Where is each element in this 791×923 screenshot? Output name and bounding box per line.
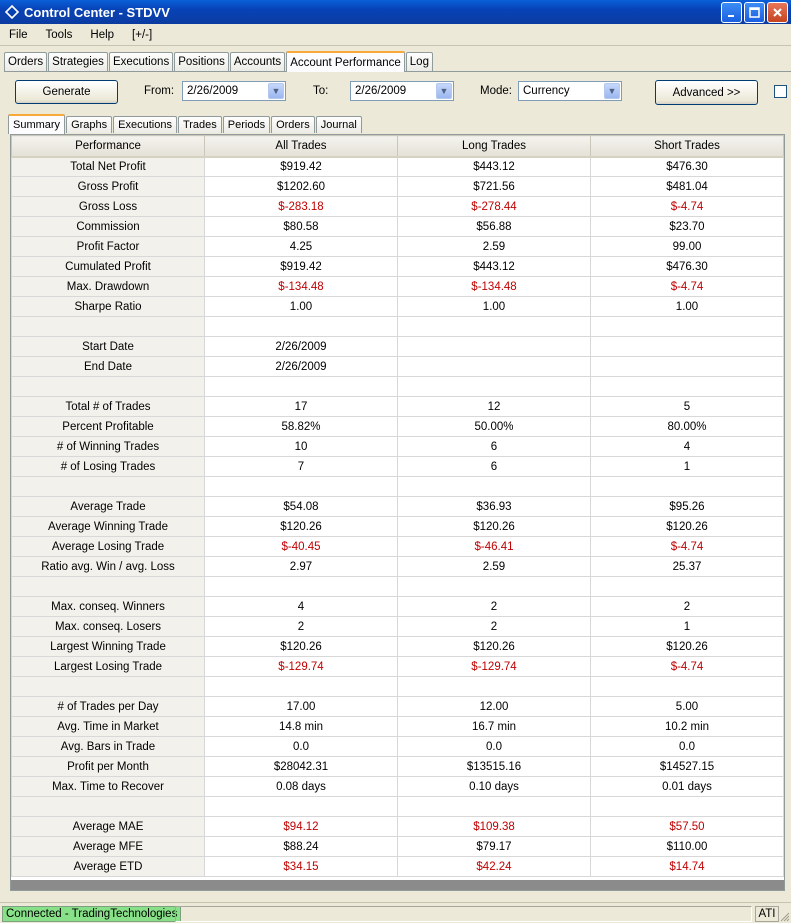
table-cell: $80.58 <box>205 217 398 237</box>
table-cell: $919.42 <box>205 157 398 177</box>
table-cell: $36.93 <box>398 497 591 517</box>
table-cell: $28042.31 <box>205 757 398 777</box>
tab-positions[interactable]: Positions <box>174 52 229 71</box>
table-cell: $56.88 <box>398 217 591 237</box>
table-row[interactable] <box>12 617 784 637</box>
resize-grip-icon[interactable] <box>780 912 790 922</box>
table-row[interactable] <box>12 197 784 217</box>
row-label: Average Losing Trade <box>12 537 205 557</box>
table-row[interactable] <box>12 257 784 277</box>
table-cell <box>398 377 591 397</box>
menu-help[interactable]: Help <box>90 28 115 41</box>
row-label: # of Losing Trades <box>12 457 205 477</box>
table-cell: 2/26/2009 <box>205 357 398 377</box>
generate-button[interactable]: Generate <box>15 80 118 104</box>
table-cell: $110.00 <box>591 837 784 857</box>
row-label: End Date <box>12 357 205 377</box>
tab-log[interactable]: Log <box>406 52 433 71</box>
table-cell: 58.82% <box>205 417 398 437</box>
table-cell: 1 <box>591 457 784 477</box>
table-cell <box>205 577 398 597</box>
table-cell: $-4.74 <box>591 197 784 217</box>
table-cell: 6 <box>398 437 591 457</box>
table-row[interactable] <box>12 637 784 657</box>
table-cell: 5 <box>591 397 784 417</box>
table-cell: 5.00 <box>591 697 784 717</box>
table-cell: $-129.74 <box>205 657 398 677</box>
table-cell <box>591 477 784 497</box>
row-label: Max. Drawdown <box>12 277 205 297</box>
table-cell: 10.2 min <box>591 717 784 737</box>
row-label: Profit per Month <box>12 757 205 777</box>
table-cell: $13515.16 <box>398 757 591 777</box>
table-cell: $-134.48 <box>205 277 398 297</box>
table-row[interactable] <box>12 357 784 377</box>
table-row[interactable] <box>12 697 784 717</box>
subtab-graphs[interactable]: Graphs <box>66 116 112 133</box>
table-cell: 1 <box>591 617 784 637</box>
mode-value: Currency <box>523 85 570 97</box>
table-cell: 4 <box>205 597 398 617</box>
table-cell <box>205 377 398 397</box>
table-cell <box>398 677 591 697</box>
top-tab-strip <box>4 50 434 71</box>
table-row[interactable] <box>12 177 784 197</box>
table-row[interactable] <box>12 857 784 877</box>
table-cell: 2 <box>398 597 591 617</box>
subtab-trades[interactable]: Trades <box>178 116 222 133</box>
table-cell: 10 <box>205 437 398 457</box>
app-icon <box>4 4 20 20</box>
table-cell: $481.04 <box>591 177 784 197</box>
connection-status: Connected - TradingTechnologies <box>2 906 181 922</box>
table-cell: 12 <box>398 397 591 417</box>
table-cell: 16.7 min <box>398 717 591 737</box>
row-label: # of Winning Trades <box>12 437 205 457</box>
table-row[interactable] <box>12 157 784 177</box>
advanced-button[interactable]: Advanced >> <box>655 80 758 105</box>
table-cell: 0.10 days <box>398 777 591 797</box>
table-row[interactable] <box>12 817 784 837</box>
row-label: Average MAE <box>12 817 205 837</box>
table-cell: $42.24 <box>398 857 591 877</box>
from-date-picker[interactable] <box>182 81 286 101</box>
table-cell <box>398 337 591 357</box>
row-label: Max. conseq. Losers <box>12 617 205 637</box>
row-label: Total Net Profit <box>12 157 205 177</box>
row-label: Percent Profitable <box>12 417 205 437</box>
table-cell: $1202.60 <box>205 177 398 197</box>
table-cell: 4 <box>591 437 784 457</box>
row-label: Largest Winning Trade <box>12 637 205 657</box>
table-cell: 2.97 <box>205 557 398 577</box>
column-header-all-trades[interactable]: All Trades <box>205 136 398 157</box>
table-row[interactable] <box>12 577 784 597</box>
status-message-pane <box>175 906 752 922</box>
table-cell <box>591 317 784 337</box>
maximize-button[interactable] <box>744 2 765 23</box>
table-cell: $120.26 <box>205 517 398 537</box>
table-cell: $-46.41 <box>398 537 591 557</box>
table-cell <box>591 577 784 597</box>
chevron-down-icon[interactable]: ▼ <box>604 83 620 99</box>
table-cell: $79.17 <box>398 837 591 857</box>
to-date-value: 2/26/2009 <box>355 85 407 97</box>
table-cell <box>205 477 398 497</box>
table-row[interactable] <box>12 657 784 677</box>
table-row[interactable] <box>12 517 784 537</box>
row-label <box>12 677 205 697</box>
table-row[interactable] <box>12 457 784 477</box>
row-label: Average MFE <box>12 837 205 857</box>
table-cell <box>398 357 591 377</box>
table-row[interactable] <box>12 397 784 417</box>
table-cell: 2/26/2009 <box>205 337 398 357</box>
row-label: Gross Loss <box>12 197 205 217</box>
table-cell: 80.00% <box>591 417 784 437</box>
column-header-short-trades[interactable]: Short Trades <box>591 136 784 157</box>
row-label <box>12 477 205 497</box>
tab-strategies[interactable]: Strategies <box>48 52 108 71</box>
table-cell: 0.01 days <box>591 777 784 797</box>
to-label: To: <box>313 85 329 97</box>
table-cell: 1.00 <box>591 297 784 317</box>
table-cell <box>205 317 398 337</box>
row-label: Ratio avg. Win / avg. Loss <box>12 557 205 577</box>
table-row[interactable] <box>12 757 784 777</box>
table-row[interactable] <box>12 417 784 437</box>
table-cell <box>398 577 591 597</box>
table-row[interactable] <box>12 717 784 737</box>
table-cell: $443.12 <box>398 157 591 177</box>
table-cell: $-4.74 <box>591 537 784 557</box>
row-label: Average Winning Trade <box>12 517 205 537</box>
chevron-down-icon[interactable]: ▼ <box>268 83 284 99</box>
table-cell: 17 <box>205 397 398 417</box>
table-row[interactable] <box>12 237 784 257</box>
close-button[interactable] <box>767 2 788 23</box>
table-cell: 2.59 <box>398 557 591 577</box>
table-cell: 14.8 min <box>205 717 398 737</box>
minimize-icon <box>727 8 737 18</box>
close-icon <box>772 7 783 18</box>
table-row[interactable] <box>12 277 784 297</box>
table-cell: 2 <box>205 617 398 637</box>
subtab-executions[interactable]: Executions <box>113 116 177 133</box>
subtab-orders[interactable]: Orders <box>271 116 315 133</box>
table-cell: $95.26 <box>591 497 784 517</box>
table-cell: 2.59 <box>398 237 591 257</box>
table-row[interactable] <box>12 777 784 797</box>
table-cell <box>591 677 784 697</box>
table-cell: $23.70 <box>591 217 784 237</box>
row-label <box>12 317 205 337</box>
table-cell: 4.25 <box>205 237 398 257</box>
table-cell: $14.74 <box>591 857 784 877</box>
table-row[interactable] <box>12 797 784 817</box>
ati-status: ATI <box>755 906 779 922</box>
to-date-picker[interactable] <box>350 81 454 101</box>
table-body <box>12 157 784 877</box>
table-row[interactable] <box>12 217 784 237</box>
table-cell: $120.26 <box>591 637 784 657</box>
title-bar <box>0 0 791 24</box>
table-cell: 2 <box>591 597 784 617</box>
table-cell: 0.0 <box>205 737 398 757</box>
minimize-button[interactable] <box>721 2 742 23</box>
row-label: Max. conseq. Winners <box>12 597 205 617</box>
performance-grid <box>10 134 785 891</box>
table-cell: $88.24 <box>205 837 398 857</box>
row-label: Total # of Trades <box>12 397 205 417</box>
row-label <box>12 577 205 597</box>
table-cell: 12.00 <box>398 697 591 717</box>
menu-tools[interactable]: Tools <box>45 28 73 41</box>
row-label: Max. Time to Recover <box>12 777 205 797</box>
table-cell: $57.50 <box>591 817 784 837</box>
table-cell <box>591 337 784 357</box>
subtab-journal[interactable]: Journal <box>316 116 362 133</box>
table-cell: 1.00 <box>398 297 591 317</box>
performance-table <box>11 135 784 877</box>
table-cell: $109.38 <box>398 817 591 837</box>
table-cell <box>591 797 784 817</box>
table-row[interactable] <box>12 557 784 577</box>
table-cell <box>398 797 591 817</box>
table-cell: 1.00 <box>205 297 398 317</box>
table-cell: $54.08 <box>205 497 398 517</box>
window-title: Control Center - STDVV <box>24 4 170 20</box>
table-cell: $-134.48 <box>398 277 591 297</box>
table-cell: 99.00 <box>591 237 784 257</box>
table-cell: $-283.18 <box>205 197 398 217</box>
table-cell: 7 <box>205 457 398 477</box>
row-label: # of Trades per Day <box>12 697 205 717</box>
table-cell <box>398 477 591 497</box>
table-cell: $-4.74 <box>591 657 784 677</box>
menu-bar <box>0 24 791 46</box>
table-cell: 6 <box>398 457 591 477</box>
table-cell: $-278.44 <box>398 197 591 217</box>
table-cell <box>591 357 784 377</box>
table-row[interactable] <box>12 597 784 617</box>
table-row[interactable] <box>12 337 784 357</box>
mode-label: Mode: <box>480 85 512 97</box>
tab-executions[interactable]: Executions <box>109 52 173 71</box>
sub-tab-strip <box>8 113 363 133</box>
menu-toggle[interactable]: [+/-] <box>132 28 153 41</box>
table-row[interactable] <box>12 317 784 337</box>
grid-horizontal-scrollbar[interactable] <box>11 880 784 890</box>
options-checkbox[interactable] <box>774 85 787 98</box>
row-label: Cumulated Profit <box>12 257 205 277</box>
table-cell: $-40.45 <box>205 537 398 557</box>
table-row[interactable] <box>12 477 784 497</box>
status-bar <box>0 902 791 923</box>
table-row[interactable] <box>12 377 784 397</box>
maximize-icon <box>749 7 760 18</box>
subtab-periods[interactable]: Periods <box>223 116 270 133</box>
table-row[interactable] <box>12 497 784 517</box>
row-label: Average Trade <box>12 497 205 517</box>
table-row[interactable] <box>12 677 784 697</box>
table-cell: $94.12 <box>205 817 398 837</box>
menu-file[interactable]: File <box>9 28 28 41</box>
table-cell: $-129.74 <box>398 657 591 677</box>
row-label: Avg. Time in Market <box>12 717 205 737</box>
table-cell: 2 <box>398 617 591 637</box>
table-cell: $443.12 <box>398 257 591 277</box>
table-cell: $-4.74 <box>591 277 784 297</box>
from-date-value: 2/26/2009 <box>187 85 239 97</box>
column-header-long-trades[interactable]: Long Trades <box>398 136 591 157</box>
table-cell: 0.0 <box>591 737 784 757</box>
table-cell <box>205 677 398 697</box>
row-label: Sharpe Ratio <box>12 297 205 317</box>
row-label: Start Date <box>12 337 205 357</box>
table-cell: $919.42 <box>205 257 398 277</box>
chevron-down-icon[interactable]: ▼ <box>436 83 452 99</box>
table-cell: $476.30 <box>591 257 784 277</box>
row-label: Commission <box>12 217 205 237</box>
table-cell <box>205 797 398 817</box>
row-label: Avg. Bars in Trade <box>12 737 205 757</box>
mode-select[interactable] <box>518 81 622 101</box>
tab-account-performance[interactable]: Account Performance <box>286 51 405 72</box>
table-cell: 25.37 <box>591 557 784 577</box>
row-label: Gross Profit <box>12 177 205 197</box>
row-label <box>12 797 205 817</box>
table-cell <box>398 317 591 337</box>
row-label: Profit Factor <box>12 237 205 257</box>
table-cell: $120.26 <box>591 517 784 537</box>
table-cell: $34.15 <box>205 857 398 877</box>
tab-orders[interactable]: Orders <box>4 52 47 71</box>
table-row[interactable] <box>12 437 784 457</box>
table-cell: $476.30 <box>591 157 784 177</box>
table-cell: $120.26 <box>398 517 591 537</box>
table-header-row <box>12 136 784 157</box>
table-cell: 17.00 <box>205 697 398 717</box>
row-label <box>12 377 205 397</box>
row-label: Average ETD <box>12 857 205 877</box>
table-row[interactable] <box>12 537 784 557</box>
table-cell: $120.26 <box>398 637 591 657</box>
from-label: From: <box>144 85 175 97</box>
table-row[interactable] <box>12 837 784 857</box>
subtab-summary[interactable]: Summary <box>8 114 65 134</box>
table-cell <box>591 377 784 397</box>
table-cell: 50.00% <box>398 417 591 437</box>
row-label: Largest Losing Trade <box>12 657 205 677</box>
table-row[interactable] <box>12 297 784 317</box>
table-cell: 0.0 <box>398 737 591 757</box>
table-cell: $120.26 <box>205 637 398 657</box>
table-cell: $721.56 <box>398 177 591 197</box>
table-row[interactable] <box>12 737 784 757</box>
table-cell: $14527.15 <box>591 757 784 777</box>
column-header-performance[interactable]: Performance <box>12 136 205 157</box>
tab-accounts[interactable]: Accounts <box>230 52 285 71</box>
table-cell: 0.08 days <box>205 777 398 797</box>
